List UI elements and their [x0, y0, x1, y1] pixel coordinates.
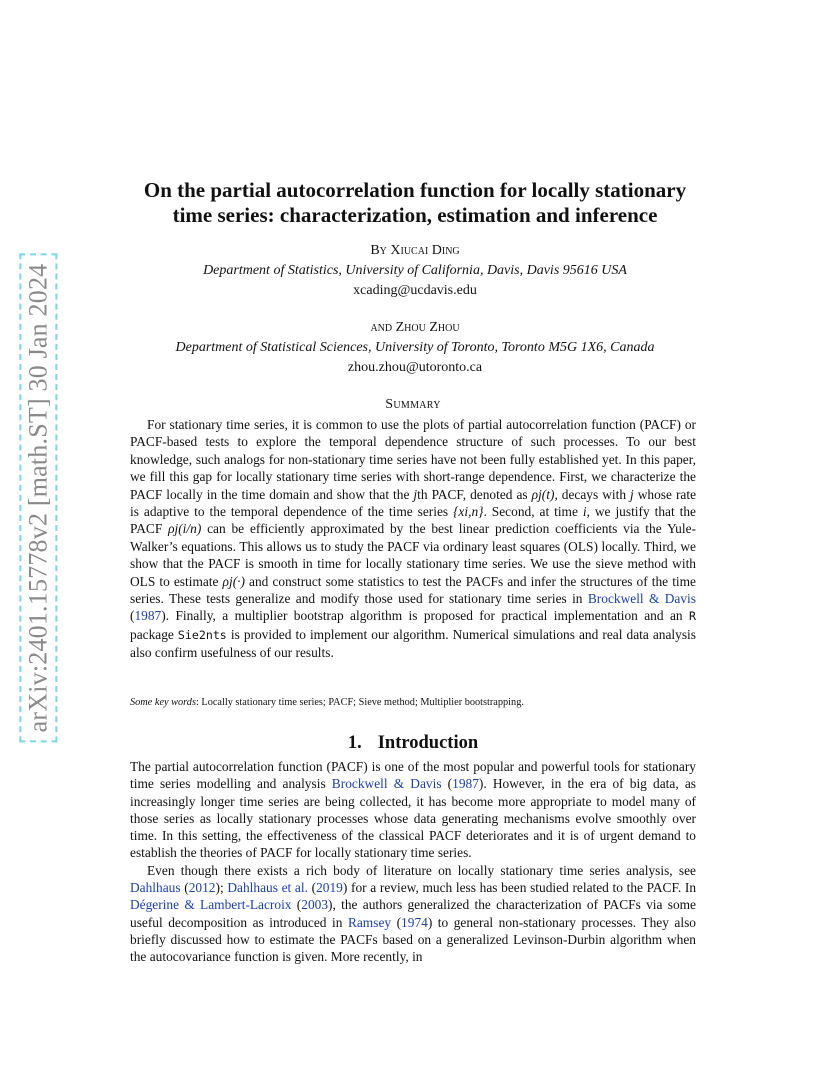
citation-year-link[interactable]: 2012 — [188, 880, 216, 896]
author-affiliation: Department of Statistical Sciences, University of Toronto, Toronto M5G 1X6, Canada — [175, 340, 655, 355]
paragraph-text: ( — [307, 880, 317, 896]
keywords-text: : Locally stationary time series; PACF; Sieve method; Multiplier bootstrapping. — [195, 697, 524, 708]
code-text: Sie2nts — [177, 627, 227, 642]
math-symbol: ρj(·) — [222, 573, 245, 589]
paragraph-text: ), the authors generalized the characterization of PACFs via some useful decomposition as introduced in — [130, 897, 696, 930]
abstract-text: ). Finally, a multiplier bootstrap algorithm is proposed for practical implementation and an — [161, 608, 690, 624]
author-block-1 — [110, 241, 720, 301]
author-name: Xiucai Ding — [390, 243, 460, 258]
citation-year-link[interactable]: 2019 — [316, 880, 343, 896]
citation-link[interactable]: Brockwell & Davis — [587, 591, 696, 607]
abstract-text: , we justify that the PACF — [130, 504, 696, 537]
math-symbol: {xi,n} — [453, 504, 484, 520]
math-symbol: j — [413, 486, 418, 502]
abstract-text: For stationary time series, it is common to use the plots of partial autocorrelation function (PACF) or PACF-based tests to explore the temporal dependence structure of such processes. To our best knowledge, such analogs for non-stationary time series have not been fully established yet. In this paper, we fill this gap for locally stationary time series with short-range dependence. First, we characterize the PACF locally in the time domain and show that the — [130, 417, 696, 502]
math-symbol: i — [582, 504, 587, 520]
citation-year-link[interactable]: 1974 — [401, 914, 428, 930]
abstract-text: package — [130, 626, 178, 642]
author-line — [110, 318, 720, 338]
author-line — [110, 241, 720, 261]
arxiv-identifier: arXiv:2401.15778v2 [math.ST] 30 Jan 2024 — [19, 254, 57, 743]
paper-title — [110, 178, 720, 228]
keywords — [130, 696, 696, 710]
math-symbol: j — [630, 486, 634, 502]
paragraph-text: ( — [291, 897, 302, 913]
paragraph-text: ) to general non-stationary processes. They also briefly discussed how to estimate the PACFs based on a generalized Levinson-Durbin algorithm when the autocovariance function is given. More recently, in — [130, 914, 696, 965]
author-email: xcading@ucdavis.edu — [353, 283, 477, 298]
citation-link[interactable]: Dahlhaus — [130, 880, 181, 896]
abstract-text: th PACF, denoted as — [417, 486, 532, 502]
citation-year-link[interactable]: 1987 — [452, 776, 479, 792]
paragraph — [130, 862, 696, 966]
paragraph-text: ); — [215, 880, 228, 896]
abstract-text: . Second, at time — [483, 504, 583, 520]
math-symbol: ρj(i/n) — [168, 521, 202, 537]
author-block-2 — [110, 318, 720, 378]
citation-year-link[interactable]: 1987 — [134, 608, 162, 624]
section-title: Introduction — [377, 733, 479, 753]
abstract-text: ( — [130, 608, 135, 624]
paper-title-line-1: On the partial autocorrelation function for locally stationary — [143, 178, 687, 202]
citation-link[interactable]: Brockwell & Davis — [331, 776, 442, 792]
math-symbol: ρj(t) — [531, 486, 555, 502]
paragraph-text: ( — [391, 914, 402, 930]
paper-title-line-2: time series: characterization, estimation and inference — [172, 203, 658, 227]
citation-link[interactable]: Dégerine & Lambert-Lacroix — [130, 897, 292, 913]
code-text: R — [689, 609, 696, 624]
keywords-label: Some key words — [130, 697, 196, 708]
abstract-text: can be efficiently approximated by the best linear prediction coefficients via the Yule-Walker’s equations. This allows us to study the PACF via ordinary least squares (OLS) locally. Third, we show that the PACF is smooth in time for locally stationary time series. We use the sieve method with OLS to estimate — [130, 521, 696, 589]
paragraph-text: ). However, in the era of big data, as increasingly longer time series are being collected, it has become more appropriate to model many of those series as locally stationary processes whose data generating mechanisms evolve smoothly over time. In this setting, the effectiveness of the classical PACF deteriorates and it is of urgent demand to establish the theories of PACF for locally stationary time series. — [130, 776, 696, 861]
paragraph-text: Even though there exists a rich body of literature on locally stationary time series analysis, see — [147, 862, 696, 878]
citation-year-link[interactable]: 2003 — [301, 897, 329, 913]
paragraph — [130, 758, 696, 862]
author-affiliation: Department of Statistics, University of California, Davis, Davis 95616 USA — [203, 263, 627, 278]
abstract-text: is provided to implement our algorithm. Numerical simulations and real data analysis also confirm usefulness of our results. — [130, 626, 696, 661]
paragraph-text: ) for a review, much less has been studied related to the PACF. In — [342, 880, 697, 896]
body-text — [130, 758, 696, 966]
author-prefix: and — [370, 320, 393, 335]
citation-link[interactable]: Dahlhaus et al. — [227, 880, 308, 896]
citation-link[interactable]: Ramsey — [347, 914, 392, 930]
author-email: zhou.zhou@utoronto.ca — [347, 360, 483, 375]
abstract-text: , decays with — [554, 486, 631, 502]
paragraph-text: ( — [180, 880, 189, 896]
author-name: Zhou Zhou — [395, 320, 460, 335]
section-heading — [130, 733, 696, 754]
paragraph-text: ( — [441, 776, 453, 792]
summary-heading: Summary — [385, 397, 441, 412]
abstract — [130, 416, 696, 662]
paragraph-text: The partial autocorrelation function (PACF) is one of the most popular and powerful tools for stationary time series modelling and analysis — [130, 759, 696, 792]
author-prefix: By — [370, 243, 387, 258]
abstract-text: and construct some statistics to test the PACFs and infer the structures of the time series. These tests generalize and modify those used for stationary time series in — [130, 573, 696, 607]
section-number: 1. — [347, 733, 362, 753]
abstract-text: whose rate is adaptive to the temporal dependence of the time series — [130, 486, 697, 520]
arxiv-side-stamp — [18, 248, 58, 748]
